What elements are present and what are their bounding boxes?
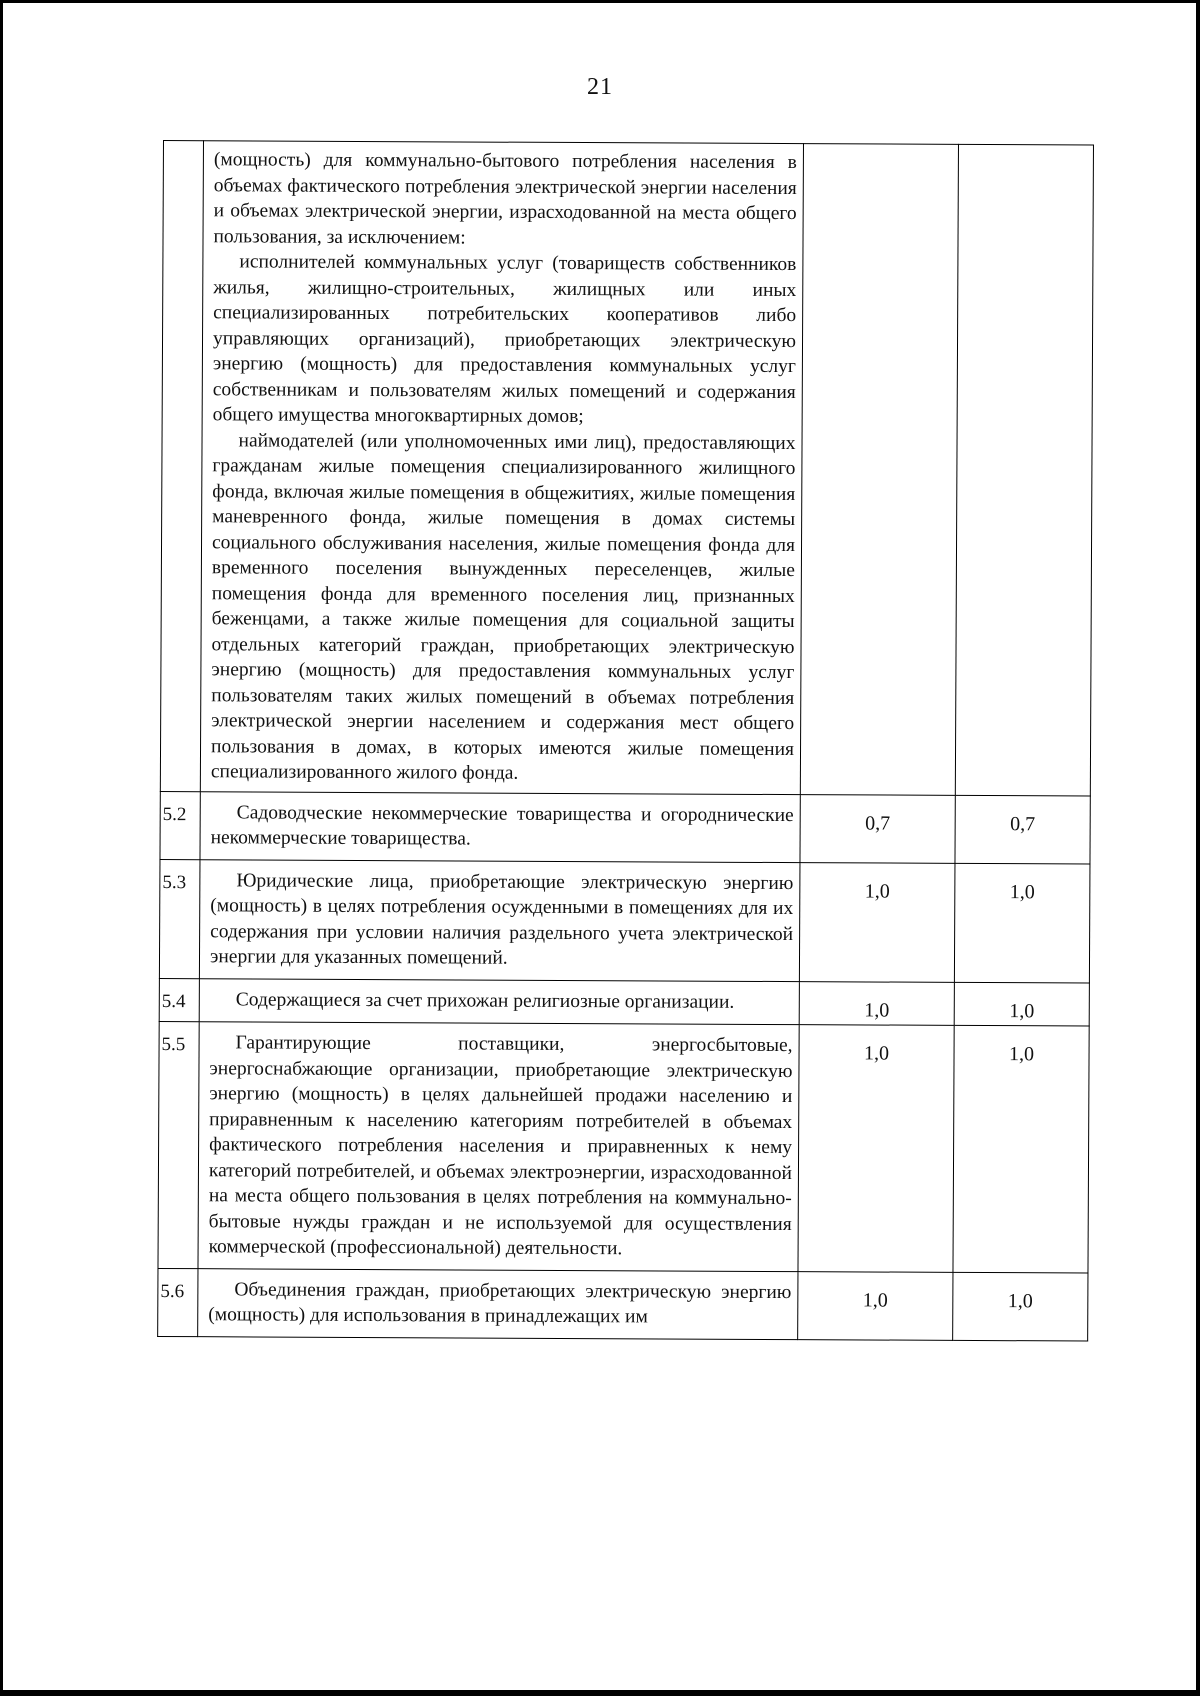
paragraph: (мощность) для коммунально-бытового потребления населения в объемах фактического потребления электрической энергии населения и объемах электрической энергии, израсходованной на места общего пользования, за исключением: — [213, 149, 797, 248]
row-number-cell — [160, 141, 203, 792]
value-1: 1,0 — [799, 981, 954, 1025]
value-cell-2 — [955, 144, 1093, 795]
row-number: 5.2 — [160, 791, 200, 859]
table-row-continuation — [160, 141, 1093, 796]
value-2: 1,0 — [954, 863, 1090, 983]
row-description-cell — [198, 1022, 799, 1271]
value-cell-1 — [800, 144, 958, 795]
value-1: 1,0 — [799, 862, 955, 982]
value-2: 1,0 — [954, 982, 1089, 1026]
row-description: Юридические лица, приобретающие электрическую энергию (мощность) в целях потребления осужденными в помещениях для их содержания при условии наличия раздельного учета электрической энергии для указанных помещений. — [209, 869, 794, 969]
row-description-cell — [199, 859, 800, 981]
value-1: 0,7 — [800, 794, 955, 863]
value-2: 1,0 — [953, 1272, 1088, 1341]
row-description-cell — [199, 978, 799, 1024]
row-description: Объединения граждан, приобретающих электрическую энергию (мощность) для использования в принадлежащих им — [208, 1278, 792, 1328]
row-description-cell — [200, 141, 803, 794]
value-2: 0,7 — [955, 795, 1090, 864]
table-row — [160, 791, 1090, 864]
table-row — [159, 978, 1089, 1026]
row-description: Гарантирующие поставщики, энергосбытовые, энергоснабжающие организации, приобретающие электрическую энергию (мощность) в целях дальнейшей продажи населению и приравненным к населению категориям потребителей в объемах фактического потребления населения и приравненных к нему категорий потребителей, и объемах электроэнергии, израсходованной на места общего пользования в целях потребления на коммунально-бытовые нужды граждан и не используемой для осуществления коммерческой (профессиональной) деятельности. — [208, 1032, 793, 1260]
paragraph: исполнителей коммунальных услуг (товариществ собственников жилья, жилищно-строительных, жилищных или иных специализированных потребительских кооперативов либо управляющих организаций), приобретающих электрическую энергию (мощность) для предоставления коммунальных услуг собственникам и пользователям жилых помещений и содержания общего имущества многоквартирных домов; — [212, 251, 797, 428]
tariff-coefficients-table — [157, 140, 1094, 1341]
row-number: 5.5 — [158, 1021, 199, 1268]
row-description-cell — [200, 791, 800, 862]
value-1: 1,0 — [798, 1271, 953, 1340]
table-row — [158, 1268, 1088, 1341]
table-row — [159, 859, 1090, 983]
paragraph: наймодателей (или уполномоченных ими лиц), предоставляющих гражданам жилые помещения специализированного жилищного фонда, включая жилые помещения в общежитиях, жилые помещения маневренного фонда, жилые помещения в домах системы социального обслуживания населения, жилые помещения фонда для временного поселения вынужденных переселенцев, жилые помещения фонда для временного поселения лиц, признанных беженцами, а также жилые помещения для социальной защиты отдельных категорий граждан, приобретающих электрическую энергию (мощность) для предоставления коммунальных услуг пользователям таких жилых помещений в объемах потребления электрической энергии населением и содержания мест общего пользования в домах, в которых имеются жилые помещения специализированного жилого фонда. — [210, 429, 796, 784]
row-number: 5.4 — [159, 978, 199, 1022]
table-row — [158, 1021, 1089, 1272]
page-number: 21 — [587, 74, 613, 100]
row-description: Содержащиеся за счет прихожан религиозные организации. — [235, 988, 735, 1013]
value-1: 1,0 — [798, 1025, 954, 1272]
row-description-cell — [198, 1268, 798, 1339]
row-number: 5.6 — [158, 1268, 198, 1336]
row-description: Садоводческие некоммерческие товарищества и огороднические некоммерческие товарищества. — [210, 801, 794, 850]
value-2: 1,0 — [953, 1025, 1089, 1272]
row-number: 5.3 — [159, 859, 200, 978]
